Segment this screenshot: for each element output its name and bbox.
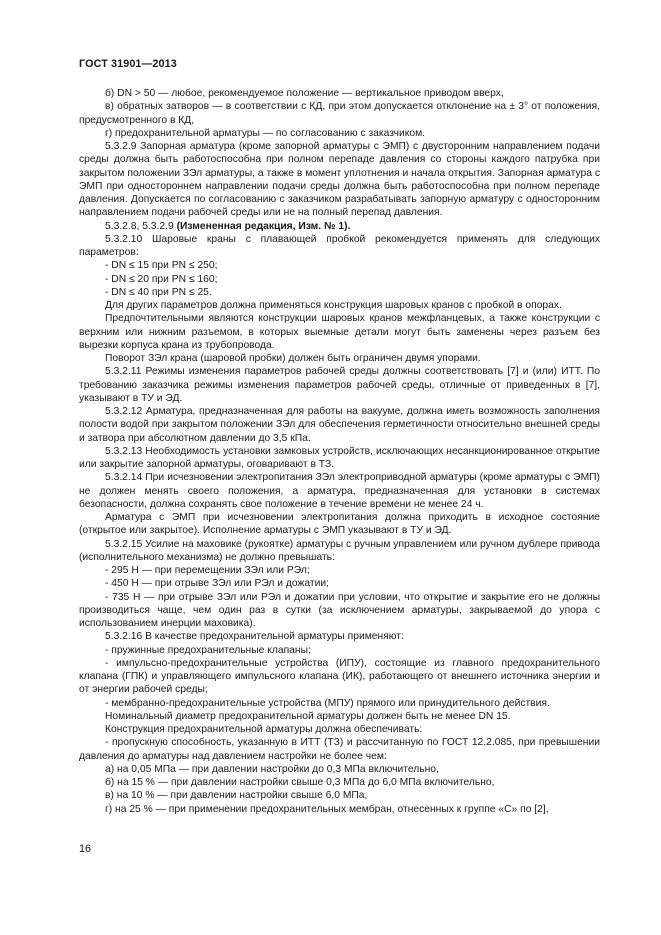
paragraph: 5.3.2.9 Запорная арматура (кроме запорной арматуры с ЭМП) с двусторонним направлением подачи среды должна быть работоспособна при полном перепаде давления со стороны каждого патрубка при закрытом положении ЗЭл арматуры, а также в момент уплотнения и начала открытия. Запорная арматура с ЭМП при одностороннем направлении подачи среды должна быть работоспособна при полном перепаде давления. Допускается по согласованию с заказчиком разрабатывать запорную арматуру с односторонним направлением подачи рабочей среды или не на полный перепад давления. — [79, 141, 600, 219]
list-item: - 735 Н — при отрыве ЗЭл или РЭл и дожатии при условии, что открытие и закрытие его не должны производиться чаще, чем один раз в сутки (за исключением арматуры, закрываемой до упора с использованием инерции маховика). — [79, 591, 600, 629]
paragraph: Конструкция предохранительной арматуры должна обеспечивать: — [105, 724, 423, 735]
paragraph: 5.3.2.15 Усилие на маховике (рукоятке) арматуры с ручным управлением или ручном дублере привода (исполнительного механизма) не должно превышать: — [79, 538, 600, 563]
list-item: а) на 0,05 МПа — при давлении настройки до 0,3 МПа включительно, — [105, 763, 439, 775]
paragraph: 5.3.2.16 В качестве предохранительной арматуры применяют: — [105, 631, 404, 643]
paragraph: 5.3.2.13 Необходимость установки замковых устройств, исключающих несанкционированное открытие или закрытие запорной арматуры, оговаривают в ТЗ. — [79, 445, 600, 470]
paragraph: г) предохранительной арматуры — по согласованию с заказчиком. — [105, 127, 426, 139]
document-header: ГОСТ 31901—2013 — [79, 58, 177, 70]
paragraph: Поворот ЗЭл крана (шаровой пробки) должен быть ограничен двумя упорами. — [105, 353, 481, 364]
paragraph: Предпочтительными являются конструкции шаровых кранов межфланцевых, а также конструкции с верхним или нижним разъемом, в которых выемные детали могут быть заменены через разъем без вырезки корпуса крана из трубопровода. — [79, 313, 600, 351]
list-item: - пружинные предохранительные клапаны; — [105, 644, 311, 656]
document-body — [79, 87, 600, 816]
list-item: - DN ≤ 40 при PN ≤ 25. — [105, 286, 212, 298]
list-item: - DN ≤ 15 при PN ≤ 250; — [105, 260, 218, 272]
amendment-note — [79, 220, 600, 233]
list-item: б) на 15 % — при давлении настройки свыше 0,3 МПа до 6,0 МПа включительно, — [105, 777, 495, 788]
amendment-refs: 5.3.2.8, 5.3.2.9 — [105, 220, 174, 232]
amendment-label: (Измененная редакция, Изм. № 1). — [176, 220, 351, 232]
list-item: - 450 Н — при отрыве ЗЭл или РЭл и дожатии; — [105, 578, 330, 590]
paragraph: 5.3.2.14 При исчезновении электропитания ЗЭл электроприводной арматуры (кроме арматуры с ЭМП) не должен менять своего положения, а арматура, предназначенная для установки в системах безопасности, должна сохранять свое положение в течение времени не менее 24 ч. — [79, 472, 600, 510]
paragraph: 5.3.2.11 Режимы изменения параметров рабочей среды должны соответствовать [7] и (или) ИТТ. По требованию заказчика режимы изменения параметров рабочей среды, отличные от приведенных в [7], указывают в ТУ и ЭД. — [79, 366, 600, 404]
paragraph: Арматура с ЭМП при исчезновении электропитания должна приходить в исходное состояние (открытое или закрытое). Исполнение арматуры с ЭМП указывают в ТУ и ЭД. — [79, 512, 600, 537]
list-item: - импульсно-предохранительные устройства (ИПУ), состоящие из главного предохранительного клапана (ГПК) и управляющего импульсного клапана (ИК), работающего от внешнего источника энергии и от энергии рабочей среды; — [79, 657, 600, 696]
paragraph: 5.3.2.10 Шаровые краны с плавающей пробкой рекомендуется применять для следующих параметров: — [79, 233, 600, 258]
paragraph: Для других параметров должна применяться конструкция шаровых кранов с пробкой в опорах. — [105, 300, 562, 311]
page-number: 16 — [79, 843, 92, 855]
paragraph: б) DN > 50 — любое, рекомендуемое положение — вертикальное приводом вверх, — [105, 88, 504, 99]
list-item: - пропускную способность, указанную в ИТТ (ТЗ) и рассчитанную по ГОСТ 12.2.085, при превышении давления до арматуры над давлением настройки не более чем: — [79, 737, 600, 762]
list-item: в) на 10 % — при давлении настройки свыше 6,0 МПа, — [105, 790, 368, 802]
paragraph: 5.3.2.12 Арматура, предназначенная для работы на вакууме, должна иметь возможность заполнения полости водой при закрытом положении ЗЭл для обеспечения герметичности относительно внешней среды и затвора при абсолютном давлении до 3,5 кПа. — [79, 406, 600, 444]
paragraph: Номинальный диаметр предохранительной арматуры должен быть не менее DN 15. — [105, 710, 511, 722]
paragraph: в) обратных затворов — в соответствии с КД, при этом допускается отклонение на ± 3° от положения, предусмотренного в КД, — [79, 101, 600, 126]
list-item: - DN ≤ 20 при PN ≤ 160; — [105, 273, 218, 285]
list-item: - 295 Н — при перемещении ЗЭл или РЭл; — [105, 565, 310, 576]
list-item: - мембранно-предохранительные устройства (МПУ) прямого или принудительного действия. — [105, 697, 550, 709]
list-item: г) на 25 % — при применении предохранительных мембран, отнесенных к группе «С» по [2], — [105, 803, 549, 815]
